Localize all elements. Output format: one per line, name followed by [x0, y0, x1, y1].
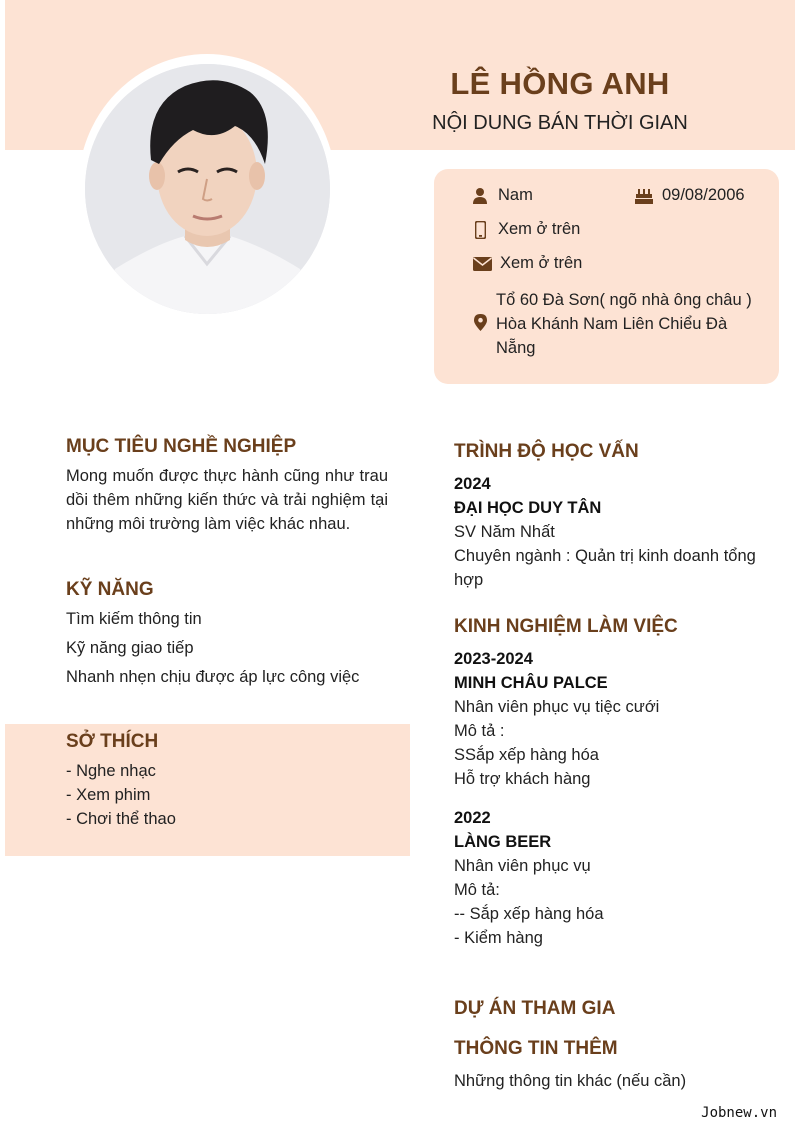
job-company: MINH CHÂU PALCE	[454, 674, 608, 692]
experience-entry	[454, 806, 774, 950]
email-row	[472, 254, 582, 273]
address-value: Tổ 60 Đà Sơn( ngõ nhà ông châu ) Hòa Khánh Nam Liên Chiểu Đà Nẵng	[496, 291, 752, 357]
email-value: Xem ở trên	[500, 254, 583, 272]
gender-value: Nam	[498, 186, 533, 204]
job-period: 2022	[454, 809, 491, 827]
extra-info-title: THÔNG TIN THÊM	[454, 1038, 618, 1059]
map-pin-icon	[474, 314, 487, 336]
education-school: ĐẠI HỌC DUY TÂN	[454, 499, 602, 517]
job-desc-label: Mô tả :	[454, 722, 505, 740]
hobby-item: - Xem phim	[66, 786, 151, 804]
footer-brand: Jobnew.vn	[701, 1105, 777, 1121]
skill-item: Kỹ năng giao tiếp	[66, 639, 194, 657]
phone-value: Xem ở trên	[498, 220, 581, 238]
phone-icon	[470, 221, 490, 239]
projects-title: DỰ ÁN THAM GIA	[454, 998, 616, 1019]
experience-title: KINH NGHIỆM LÀM VIỆC	[454, 616, 678, 637]
skill-item: Nhanh nhẹn chịu được áp lực công việc	[66, 668, 360, 686]
objective-title: MỤC TIÊU NGHỀ NGHIỆP	[66, 436, 297, 457]
hobby-item: - Nghe nhạc	[66, 762, 156, 780]
education-title: TRÌNH ĐỘ HỌC VẤN	[454, 441, 639, 462]
job-role: Nhân viên phục vụ	[454, 857, 591, 875]
education-year: 2024	[454, 475, 491, 493]
birthday-value: 09/08/2006	[662, 186, 745, 204]
envelope-icon	[472, 257, 492, 271]
job-desc-item: SSắp xếp hàng hóa	[454, 746, 599, 764]
birthday-cake-icon	[634, 187, 654, 204]
job-company: LÀNG BEER	[454, 833, 552, 851]
objective-text: Mong muốn được thực hành cũng như trau dồi thêm những kiến thức và trải nghiệm tại những môi trường làm việc khác nhau.	[66, 467, 388, 533]
job-desc-item: - Kiểm hàng	[454, 929, 543, 947]
job-desc-item: Hỗ trợ khách hàng	[454, 770, 591, 788]
experience-entry	[454, 647, 774, 791]
hobbies-title: SỞ THÍCH	[66, 731, 159, 752]
desired-position: NỘI DUNG BÁN THỜI GIAN	[432, 112, 688, 134]
hobby-item: - Chơi thể thao	[66, 810, 176, 828]
education-major: Chuyên ngành : Quản trị kinh doanh tổng hợp	[454, 547, 756, 589]
education-level: SV Năm Nhất	[454, 523, 555, 541]
avatar	[85, 64, 330, 314]
user-icon	[470, 188, 490, 204]
skill-item: Tìm kiếm thông tin	[66, 610, 202, 628]
skills-title: KỸ NĂNG	[66, 579, 154, 600]
job-period: 2023-2024	[454, 650, 533, 668]
job-role: Nhân viên phục vụ tiệc cưới	[454, 698, 660, 716]
job-desc-item: -- Sắp xếp hàng hóa	[454, 905, 604, 923]
gender-row	[470, 186, 533, 205]
birthday-row	[634, 186, 745, 205]
extra-info-text: Những thông tin khác (nếu cần)	[454, 1072, 687, 1090]
phone-row	[470, 220, 580, 239]
job-desc-label: Mô tả:	[454, 881, 500, 899]
candidate-name: LÊ HỒNG ANH	[450, 66, 670, 101]
